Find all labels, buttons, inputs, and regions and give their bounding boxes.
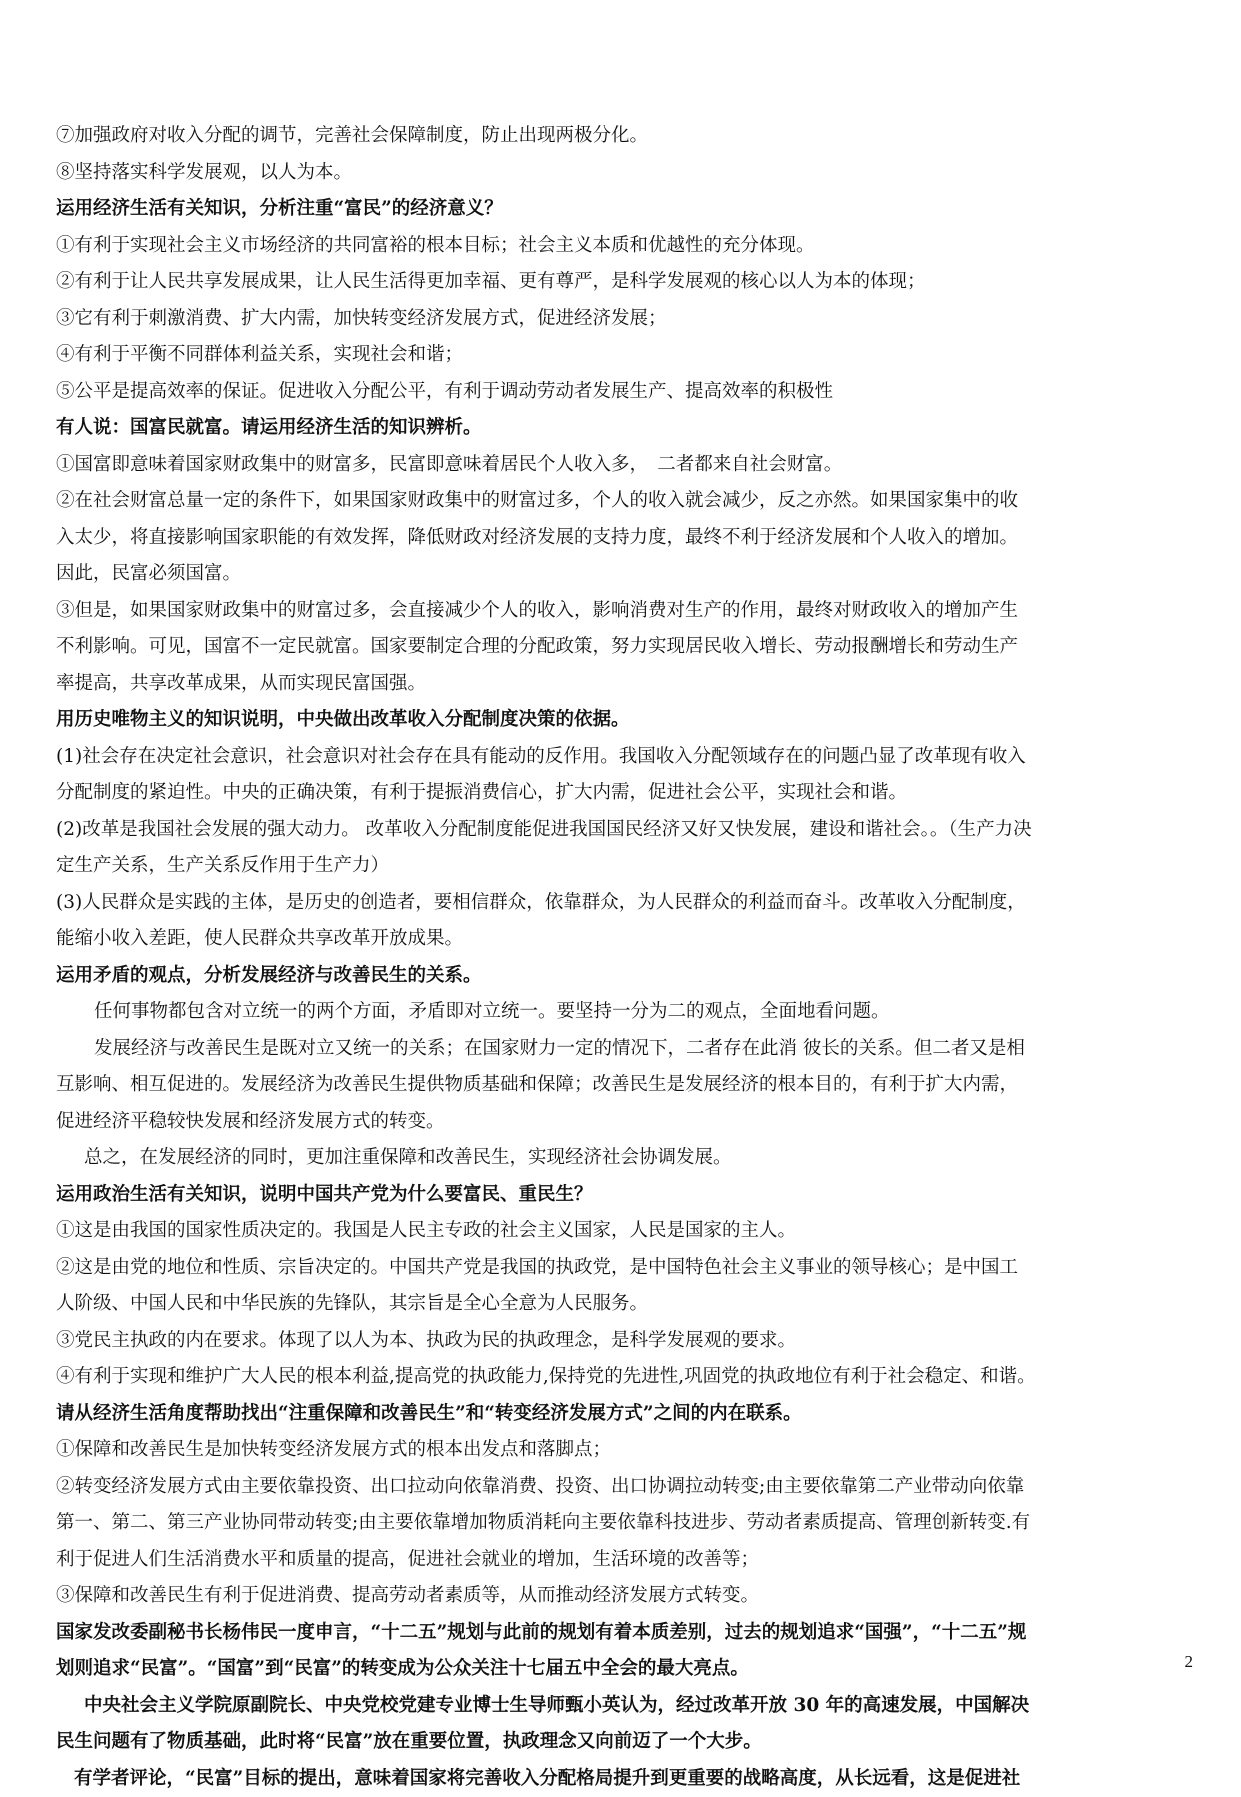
question-heading: 请从经济生活角度帮助找出“注重保障和改善民生”和“转变经济发展方式”之间的内在联系。 (56, 1396, 1198, 1433)
text-line: (1)社会存在决定社会意识，社会意识对社会存在具有能动的反作用。我国收入分配领域存在的问题凸显了改革现有收入 (56, 739, 1198, 776)
text-line: 利于促进人们生活消费水平和质量的提高，促进社会就业的增加，生活环境的改善等； (56, 1542, 1198, 1579)
text-line: 促进经济平稳较快发展和经济发展方式的转变。 (56, 1104, 1198, 1141)
text-line: ④有利于实现和维护广大人民的根本利益,提高党的执政能力,保持党的先进性,巩固党的执政地位有利于社会稳定、和谐。 (56, 1359, 1198, 1396)
question-heading: 有学者评论，“民富”目标的提出，意味着国家将完善收入分配格局提升到更重要的战略高度，从长远看，这是促进社 (56, 1761, 1198, 1797)
text-line: 不利影响。可见，国富不一定民就富。国家要制定合理的分配政策，努力实现居民收入增长、劳动报酬增长和劳动生产 (56, 629, 1198, 666)
question-heading: 中央社会主义学院原副院长、中央党校党建专业博士生导师甄小英认为，经过改革开放 30 年的高速发展，中国解决 (56, 1688, 1198, 1725)
text-line: 发展经济与改善民生是既对立又统一的关系；在国家财力一定的情况下，二者存在此消 彼长的关系。但二者又是相 (56, 1031, 1198, 1068)
text-line: (2)改革是我国社会发展的强大动力。 改革收入分配制度能促进我国国民经济又好又快发展，建设和谐社会。。（生产力决 (56, 812, 1198, 849)
question-heading: 运用矛盾的观点，分析发展经济与改善民生的关系。 (56, 958, 1198, 995)
text-line: 入太少，将直接影响国家职能的有效发挥，降低财政对经济发展的支持力度，最终不利于经济发展和个人收入的增加。 (56, 520, 1198, 557)
text-line: ①这是由我国的国家性质决定的。我国是人民主专政的社会主义国家，人民是国家的主人。 (56, 1213, 1198, 1250)
page-number: 2 (1185, 1652, 1194, 1672)
text-line: ④有利于平衡不同群体利益关系，实现社会和谐； (56, 337, 1198, 374)
document-body (56, 118, 1198, 1797)
question-heading: 运用政治生活有关知识，说明中国共产党为什么要富民、重民生？ (56, 1177, 1198, 1214)
text-line: (3)人民群众是实践的主体，是历史的创造者，要相信群众，依靠群众，为人民群众的利益而奋斗。改革收入分配制度， (56, 885, 1198, 922)
text-line: ①有利于实现社会主义市场经济的共同富裕的根本目标；社会主义本质和优越性的充分体现。 (56, 228, 1198, 265)
question-heading: 划则追求“民富”。“国富”到“民富”的转变成为公众关注十七届五中全会的最大亮点。 (56, 1651, 1198, 1688)
text-line: 定生产关系，生产关系反作用于生产力） (56, 848, 1198, 885)
text-line: 能缩小收入差距，使人民群众共享改革开放成果。 (56, 921, 1198, 958)
question-heading: 用历史唯物主义的知识说明，中央做出改革收入分配制度决策的依据。 (56, 702, 1198, 739)
text-line: ⑦加强政府对收入分配的调节，完善社会保障制度，防止出现两极分化。 (56, 118, 1198, 155)
text-line: ③它有利于刺激消费、扩大内需，加快转变经济发展方式，促进经济发展； (56, 301, 1198, 338)
text-line: 任何事物都包含对立统一的两个方面，矛盾即对立统一。要坚持一分为二的观点，全面地看问题。 (56, 994, 1198, 1031)
text-line: 互影响、相互促进的。发展经济为改善民生提供物质基础和保障；改善民生是发展经济的根本目的，有利于扩大内需， (56, 1067, 1198, 1104)
text-line: ③保障和改善民生有利于促进消费、提高劳动者素质等，从而推动经济发展方式转变。 (56, 1578, 1198, 1615)
text-line: ③党民主执政的内在要求。体现了以人为本、执政为民的执政理念，是科学发展观的要求。 (56, 1323, 1198, 1360)
text-line: ②转变经济发展方式由主要依靠投资、出口拉动向依靠消费、投资、出口协调拉动转变;由主要依靠第二产业带动向依靠 (56, 1469, 1198, 1506)
text-line: 第一、第二、第三产业协同带动转变;由主要依靠增加物质消耗向主要依靠科技进步、劳动者素质提高、管理创新转变.有 (56, 1505, 1198, 1542)
text-line: 分配制度的紧迫性。中央的正确决策，有利于提振消费信心，扩大内需，促进社会公平，实现社会和谐。 (56, 775, 1198, 812)
text-line: ②在社会财富总量一定的条件下，如果国家财政集中的财富过多，个人的收入就会减少，反之亦然。如果国家集中的收 (56, 483, 1198, 520)
text-line: ②这是由党的地位和性质、宗旨决定的。中国共产党是我国的执政党，是中国特色社会主义事业的领导核心；是中国工 (56, 1250, 1198, 1287)
question-heading: 有人说：国富民就富。请运用经济生活的知识辨析。 (56, 410, 1198, 447)
text-line: ①国富即意味着国家财政集中的财富多，民富即意味着居民个人收入多， 二者都来自社会财富。 (56, 447, 1198, 484)
text-line: ⑤公平是提高效率的保证。促进收入分配公平，有利于调动劳动者发展生产、提高效率的积极性 (56, 374, 1198, 411)
question-heading: 运用经济生活有关知识，分析注重“富民”的经济意义？ (56, 191, 1198, 228)
text-line: 因此，民富必须国富。 (56, 556, 1198, 593)
text-line: 总之，在发展经济的同时，更加注重保障和改善民生，实现经济社会协调发展。 (56, 1140, 1198, 1177)
text-line: ③但是，如果国家财政集中的财富过多，会直接减少个人的收入，影响消费对生产的作用，最终对财政收入的增加产生 (56, 593, 1198, 630)
question-heading: 民生问题有了物质基础，此时将“民富”放在重要位置，执政理念又向前迈了一个大步。 (56, 1724, 1198, 1761)
text-line: ①保障和改善民生是加快转变经济发展方式的根本出发点和落脚点； (56, 1432, 1198, 1469)
question-heading: 国家发改委副秘书长杨伟民一度申言，“十二五”规划与此前的规划有着本质差别，过去的规划追求“国强”，“十二五”规 (56, 1615, 1198, 1652)
text-line: ⑧坚持落实科学发展观，以人为本。 (56, 155, 1198, 192)
text-line: ②有利于让人民共享发展成果，让人民生活得更加幸福、更有尊严，是科学发展观的核心以人为本的体现； (56, 264, 1198, 301)
text-line: 人阶级、中国人民和中华民族的先锋队，其宗旨是全心全意为人民服务。 (56, 1286, 1198, 1323)
text-line: 率提高，共享改革成果，从而实现民富国强。 (56, 666, 1198, 703)
